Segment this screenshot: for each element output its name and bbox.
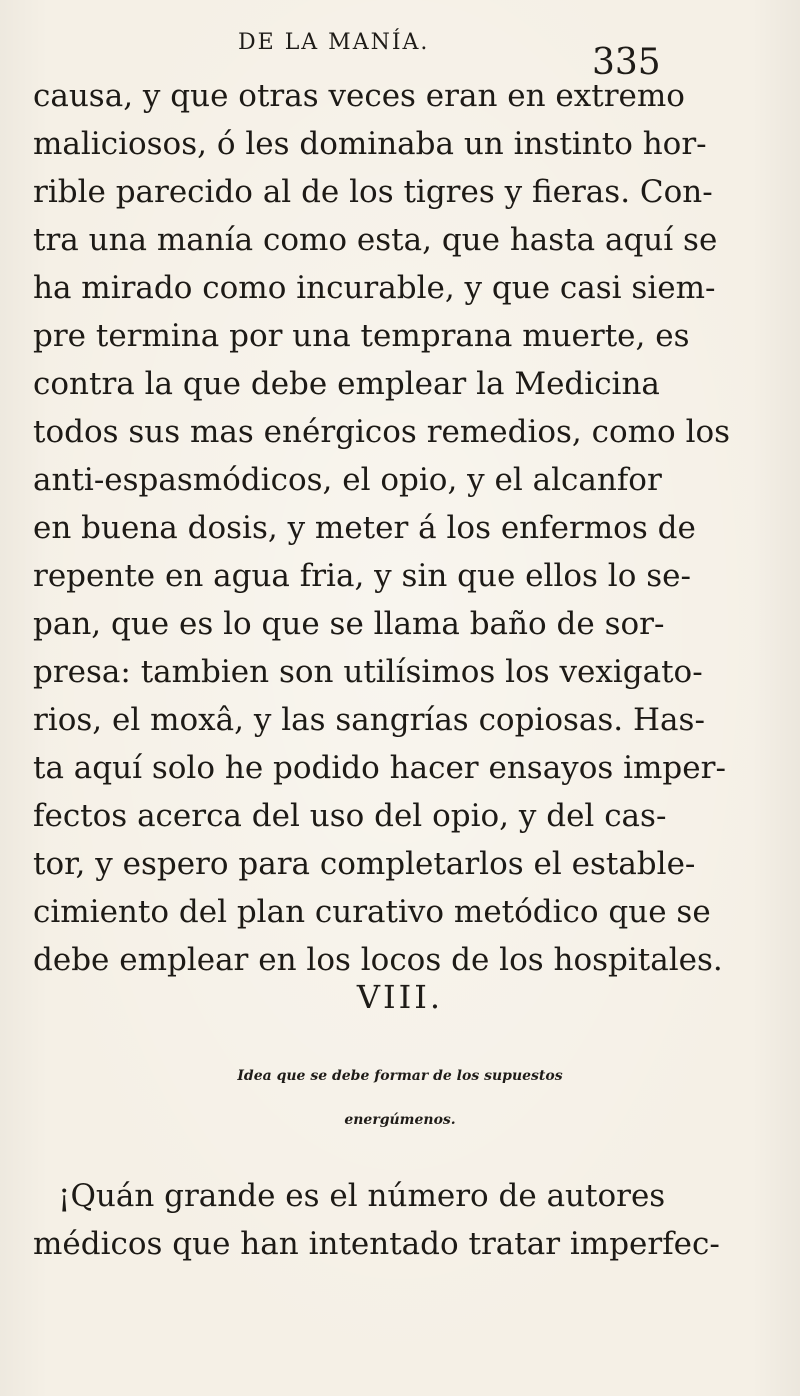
- running-head: DE LA MANÍA.: [238, 30, 430, 55]
- body-line: contra la que debe emplear la Medicina: [33, 366, 660, 402]
- body-line: todos sus mas enérgicos remedios, como los: [33, 414, 731, 450]
- body-line: rible parecido al de los tigres y fieras. Con-: [33, 174, 713, 210]
- body-line: maliciosos, ó les dominaba un instinto hor-: [33, 126, 707, 162]
- body-line: fectos acerca del uso del opio, y del cas-: [33, 798, 667, 834]
- section-title-continued: energúmenos.: [344, 1112, 456, 1128]
- body-line: tra una manía como esta, que hasta aquí se: [33, 222, 718, 258]
- body-line: en buena dosis, y meter á los enfermos de: [33, 510, 696, 546]
- body-line: pre termina por una temprana muerte, es: [33, 318, 690, 354]
- body-line: repente en agua fria, y sin que ellos lo se-: [33, 558, 691, 594]
- body-line: tor, y espero para completarlos el estable-: [33, 846, 696, 882]
- body-line: cimiento del plan curativo metódico que se: [33, 894, 711, 930]
- body-line: médicos que han intentado tratar imperfec-: [33, 1226, 720, 1262]
- body-line: debe emplear en los locos de los hospitales.: [33, 942, 723, 978]
- body-line: causa, y que otras veces eran en extremo: [33, 78, 685, 114]
- body-line: ha mirado como incurable, y que casi siem-: [33, 270, 716, 306]
- body-line: anti-espasmódicos, el opio, y el alcanfor: [33, 462, 662, 498]
- page-number: 335: [592, 42, 661, 83]
- body-line: presa: tambien son utilísimos los vexigato-: [33, 654, 703, 690]
- body-line: ta aquí solo he podido hacer ensayos imper-: [33, 750, 726, 786]
- body-line: pan, que es lo que se llama baño de sor-: [33, 606, 665, 642]
- section-number: VIII.: [356, 978, 444, 1016]
- body-line: rios, el moxâ, y las sangrías copiosas. Has-: [33, 702, 705, 738]
- body-line: ¡Quán grande es el número de autores: [58, 1178, 666, 1214]
- section-title: Idea que se debe formar de los supuestos: [237, 1068, 563, 1084]
